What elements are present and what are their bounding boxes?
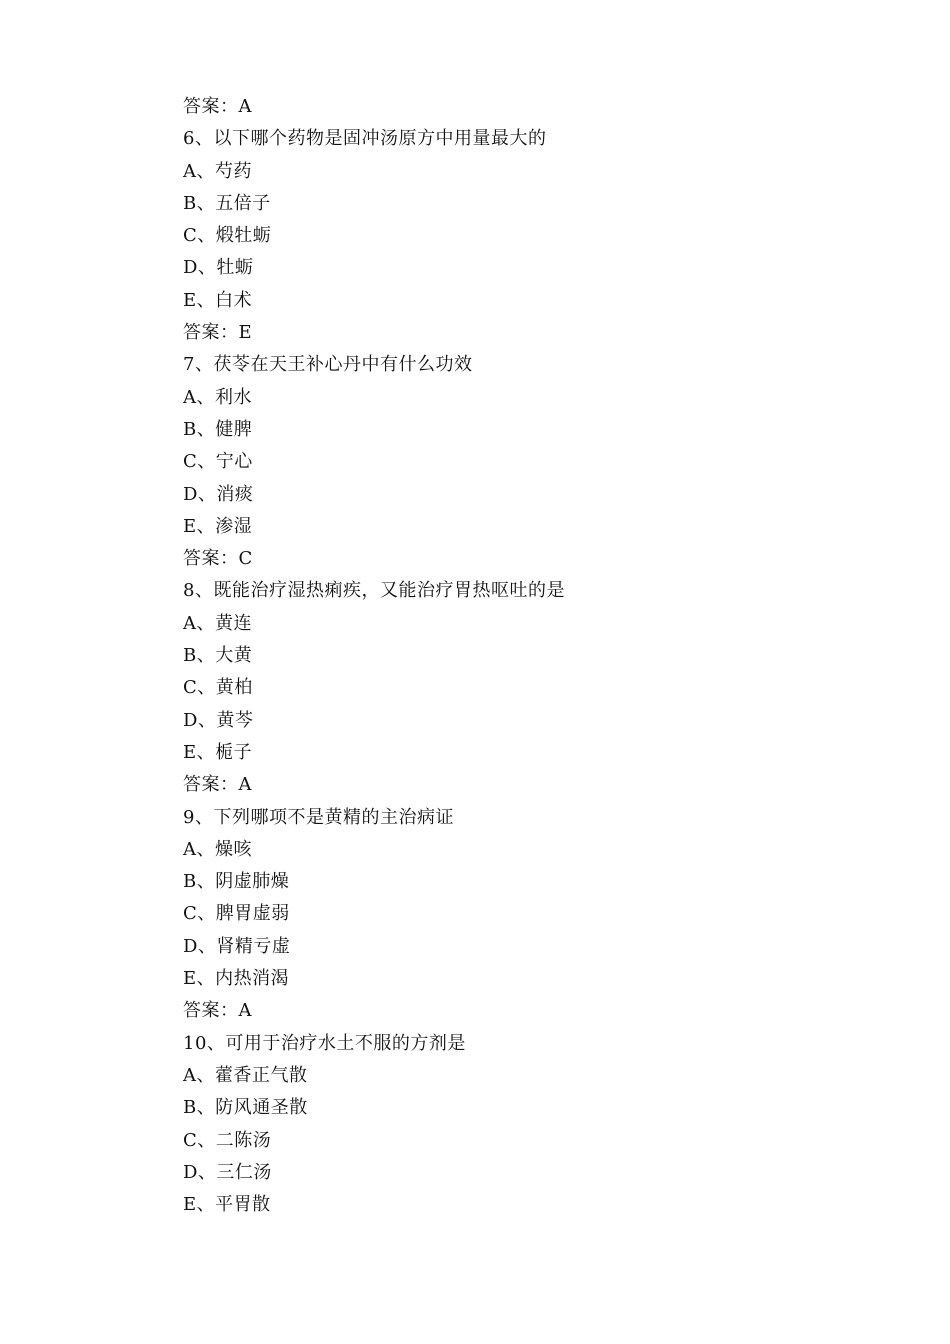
option-line: B、五倍子 [183,192,271,214]
question-line: 9、下列哪项不是黄精的主治病证 [183,806,454,828]
option-line: E、白术 [183,289,253,311]
option-line: E、平胃散 [183,1194,271,1216]
option-line: A、利水 [183,386,252,408]
option-line: D、肾精亏虚 [183,935,291,957]
answer-line: 答案：A [183,96,252,117]
option-line: D、消痰 [183,483,254,505]
question-line: 8、既能治疗湿热痢疾，又能治疗胃热呕吐的是 [183,580,565,602]
document-body [183,91,863,1221]
option-line: B、健脾 [183,418,253,440]
option-line: C、二陈汤 [183,1129,272,1151]
question-line: 7、茯苓在天王补心丹中有什么功效 [183,354,473,376]
option-line: D、三仁汤 [183,1161,272,1183]
answer-line: 答案：E [183,322,253,344]
question-line: 6、以下哪个药物是固冲汤原方中用量最大的 [183,128,547,150]
option-line: B、阴虚肺燥 [183,871,290,893]
answer-line: 答案：A [183,774,252,796]
option-line: B、大黄 [183,645,253,667]
option-line: E、内热消渴 [183,968,290,990]
option-line: B、防风通圣散 [183,1097,308,1119]
option-line: A、藿香正气散 [183,1064,308,1086]
option-line: A、燥咳 [183,838,252,860]
option-line: C、脾胃虚弱 [183,903,290,925]
option-line: C、宁心 [183,451,253,473]
option-line: C、煅牡蛎 [183,225,272,247]
option-line: A、芍药 [183,160,252,182]
answer-line: 答案：A [183,1000,252,1022]
option-line: E、栀子 [183,741,253,763]
option-line: D、牡蛎 [183,257,254,279]
question-line: 10、可用于治疗水土不服的方剂是 [183,1032,466,1054]
option-line: A、黄连 [183,612,252,634]
option-line: C、黄柏 [183,677,253,699]
option-line: D、黄芩 [183,709,254,731]
answer-line: 答案：C [183,548,253,570]
option-line: E、渗湿 [183,515,253,537]
